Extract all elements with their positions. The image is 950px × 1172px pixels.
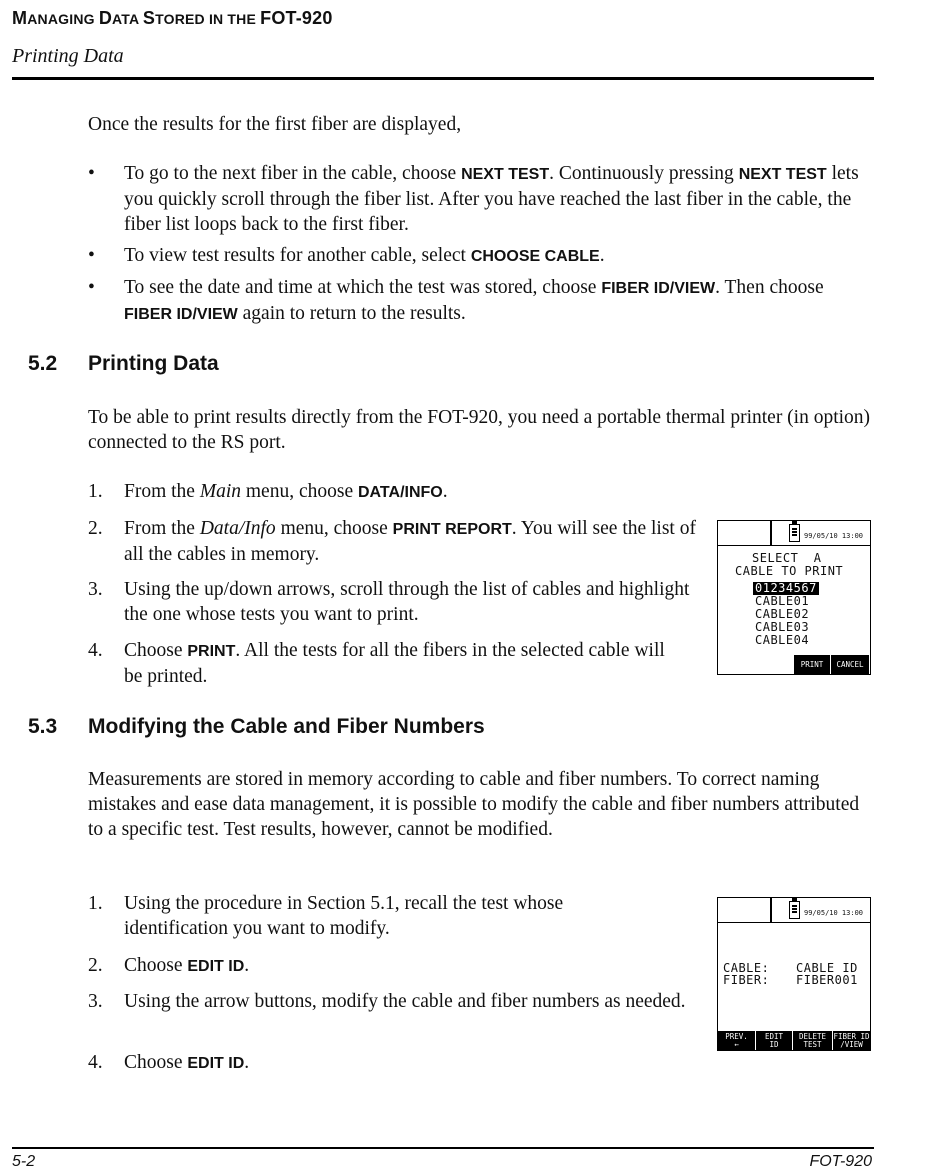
header-rule <box>12 77 874 80</box>
footer-product-name: FOT-920 <box>809 1153 872 1170</box>
edit-id-softkey[interactable]: EDIT ID <box>755 1031 792 1050</box>
cable-list-item[interactable]: CABLE04 <box>755 633 810 647</box>
section-number: 5.2 <box>28 352 58 375</box>
step-text: From the Data/Info menu, choose PRINT REPORT. You will see the list of all the cables in memory. <box>124 518 696 565</box>
cable-label: CABLE: <box>723 961 770 975</box>
status-bar <box>718 898 870 923</box>
bullet-text: To view test results for another cable, select CHOOSE CABLE. <box>124 245 605 266</box>
bullet-item <box>88 161 873 236</box>
footer-rule <box>12 1147 874 1149</box>
step-text: From the Main menu, choose DATA/INFO. <box>124 481 448 502</box>
cable-list-item-selected[interactable]: 01234567 <box>755 581 817 595</box>
page-number: 5-2 <box>12 1153 36 1170</box>
running-header-title: MANAGING DATA STORED IN THE FOT-920 <box>12 8 333 28</box>
step-number: 1. <box>88 481 103 502</box>
step-number: 1. <box>88 893 103 914</box>
step-number: 4. <box>88 640 103 661</box>
section-paragraph: Measurements are stored in memory according to cable and fiber numbers. To correct naming mistakes and ease data management, it is possible to modify the cable and fiber numbers attributed to a specific test. Test results, however, cannot be modified. <box>88 769 860 840</box>
section-title: Modifying the Cable and Fiber Numbers <box>88 715 485 738</box>
bullet-text: To go to the next fiber in the cable, choose NEXT TEST. Continuously pressing NEXT TEST lets you quickly scroll through the fiber list. After you have reached the last fiber in the cable, the fiber list loops back to the first fiber. <box>124 163 859 235</box>
step-number: 4. <box>88 1052 103 1073</box>
battery-icon <box>789 524 800 542</box>
bullet-dot: • <box>88 277 95 298</box>
step-number: 2. <box>88 955 103 976</box>
bullet-dot: • <box>88 163 95 184</box>
left-arrow-icon: ← <box>734 1039 739 1049</box>
battery-icon <box>789 901 800 919</box>
datetime: 99/05/10 13:00 <box>804 909 864 917</box>
fiber-id-view-softkey[interactable]: FIBER ID /VIEW <box>833 1031 870 1049</box>
softkey-bar <box>718 1031 870 1050</box>
section-paragraph: To be able to print results directly from the FOT-920, you need a portable thermal printer (in option) connected to the RS port. <box>88 407 871 453</box>
step-text: Using the procedure in Section 5.1, recall the test whose identification you want to modify. <box>124 893 564 939</box>
step-number: 3. <box>88 579 103 600</box>
cable-list-item[interactable]: CABLE02 <box>755 607 810 621</box>
step-number: 2. <box>88 518 103 539</box>
cable-list-item[interactable]: CABLE03 <box>755 620 810 634</box>
fiber-label: FIBER: <box>723 973 770 987</box>
bullet-dot: • <box>88 245 95 266</box>
screen-prompt-line2: CABLE TO PRINT <box>735 564 844 578</box>
step-text: Using the up/down arrows, scroll through the list of cables and highlight the one whose tests you want to print. <box>124 579 690 625</box>
running-header-subtitle: Printing Data <box>12 45 124 67</box>
step-text: Choose EDIT ID. <box>124 955 250 976</box>
step-number: 3. <box>88 991 103 1012</box>
section-title: Printing Data <box>88 352 219 375</box>
datetime: 99/05/10 13:00 <box>804 532 864 540</box>
section-number: 5.3 <box>28 715 58 738</box>
device-screen-edit-id <box>717 897 871 1051</box>
cancel-softkey[interactable]: CANCEL <box>830 655 869 674</box>
fiber-value: FIBER001 <box>796 973 858 987</box>
softkey-bar <box>794 655 870 674</box>
prev-softkey[interactable]: PREV. ← <box>718 1031 755 1050</box>
bullet-item <box>88 243 873 268</box>
status-bar <box>718 521 870 546</box>
intro-paragraph: Once the results for the first fiber are displayed, <box>88 114 462 135</box>
step-text: Choose EDIT ID. <box>124 1052 250 1073</box>
step-text: Using the arrow buttons, modify the cable and fiber numbers as needed. <box>124 991 686 1012</box>
cable-list-item[interactable]: CABLE01 <box>755 594 810 608</box>
screen-prompt-line1: SELECT A <box>752 551 822 565</box>
bullet-text: To see the date and time at which the test was stored, choose FIBER ID/VIEW. Then choose FIBER ID/VIEW again to return to the results. <box>124 277 824 324</box>
device-screen-select-cable <box>717 520 871 675</box>
step-text: Choose PRINT. All the tests for all the fibers in the selected cable will be printed. <box>124 640 665 687</box>
cable-value: CABLE ID <box>796 961 858 975</box>
print-softkey[interactable]: PRINT <box>794 655 830 674</box>
delete-test-softkey[interactable]: DELETE TEST <box>792 1031 832 1050</box>
bullet-item <box>88 275 873 325</box>
